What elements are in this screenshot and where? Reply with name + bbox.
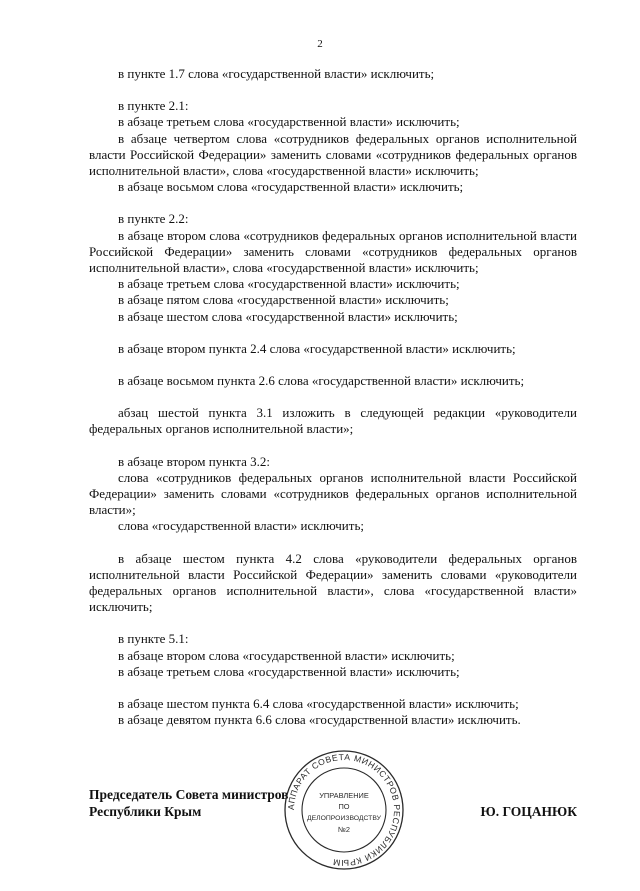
paragraph: в абзаце втором пункта 2.4 слова «государственной власти» исключить; (118, 340, 516, 356)
paragraph-gap (89, 82, 577, 98)
paragraph-gap (89, 389, 577, 405)
signatory-title-line1: Председатель Совета министров (89, 787, 289, 802)
paragraph: в абзаце шестом слова «государственной власти» исключить; (118, 308, 458, 324)
paragraph-gap (89, 615, 577, 631)
paragraph: в абзаце шестом пункта 6.4 слова «государственной власти» исключить; (118, 696, 519, 712)
paragraph-gap (89, 535, 577, 551)
paragraph: в пункте 1.7 слова «государственной власти» исключить; (118, 66, 435, 81)
signatory-title-line2: Республики Крым (89, 804, 202, 819)
page-number: 2 (317, 38, 323, 50)
paragraph-gap (89, 325, 577, 341)
paragraph: в пункте 2.1: (118, 98, 189, 114)
paragraph: в абзаце пятом слова «государственной власти» исключить; (118, 292, 449, 308)
paragraph: в абзаце третьем слова «государственной власти» исключить; (118, 663, 460, 679)
paragraph: в абзаце втором слова «государственной власти» исключить; (118, 647, 455, 663)
paragraph: в абзаце шестом пункта 4.2 слова «руководители федеральных органов исполнительной власти Российской Федерации» заменить словами «руководители федеральных органов исполнительной власти», слова «государственной власти» исключить; (89, 550, 577, 615)
paragraph-gap (89, 438, 577, 454)
paragraph: в абзаце девятом пункта 6.6 слова «государственной власти» исключить. (118, 712, 521, 728)
paragraph: в абзаце восьмом слова «государственной власти» исключить; (118, 179, 464, 195)
paragraph: в абзаце третьем слова «государственной власти» исключить; (118, 276, 460, 292)
paragraph: абзац шестой пункта 3.1 изложить в следующей редакции «руководители федеральных органов исполнительной власти»; (89, 405, 577, 437)
official-stamp (282, 748, 406, 872)
paragraph: в пункте 2.2: (118, 211, 189, 227)
stamp-line3: ДЕЛОПРОИЗВОДСТВУ (307, 815, 381, 822)
paragraph: в абзаце восьмом пункта 2.6 слова «государственной власти» исключить; (118, 373, 525, 389)
signatory-title (89, 786, 288, 820)
paragraph: слова «государственной власти» исключить; (118, 518, 364, 534)
paragraph: в абзаце втором слова «сотрудников федеральных органов исполнительной власти Российской Федерации» заменить словами «сотрудников федеральных органов исполнительной власти», слова «государственной власти» исключить; (89, 227, 577, 276)
paragraph: слова «сотрудников федеральных органов исполнительной власти Российской Федерации» заменить словами «сотрудников федеральных органов исполнительной власти»; (89, 469, 577, 518)
paragraph-gap (89, 195, 577, 211)
paragraph: в пункте 5.1: (118, 631, 189, 647)
stamp-line2: ПО (338, 802, 350, 811)
paragraph: в абзаце третьем слова «государственной власти» исключить; (118, 114, 460, 130)
paragraph-gap (89, 357, 577, 373)
stamp-line1: УПРАВЛЕНИЕ (319, 791, 369, 800)
document-body (89, 66, 577, 729)
paragraph: в абзаце втором пункта 3.2: (118, 453, 270, 469)
paragraph-gap (89, 680, 577, 696)
stamp-line4: №2 (337, 825, 351, 834)
stamp-ring-text: АППАРАТ СОВЕТА МИНИСТРОВ РЕСПУБЛИКИ КРЫМ (285, 751, 403, 869)
paragraph: в абзаце четвертом слова «сотрудников федеральных органов исполнительной власти Российской Федерации» заменить словами «сотрудников федеральных органов исполнительной власти», слова «государственной власти» исключить; (89, 130, 577, 179)
signatory-name: Ю. ГОЦАНЮК (480, 804, 577, 819)
